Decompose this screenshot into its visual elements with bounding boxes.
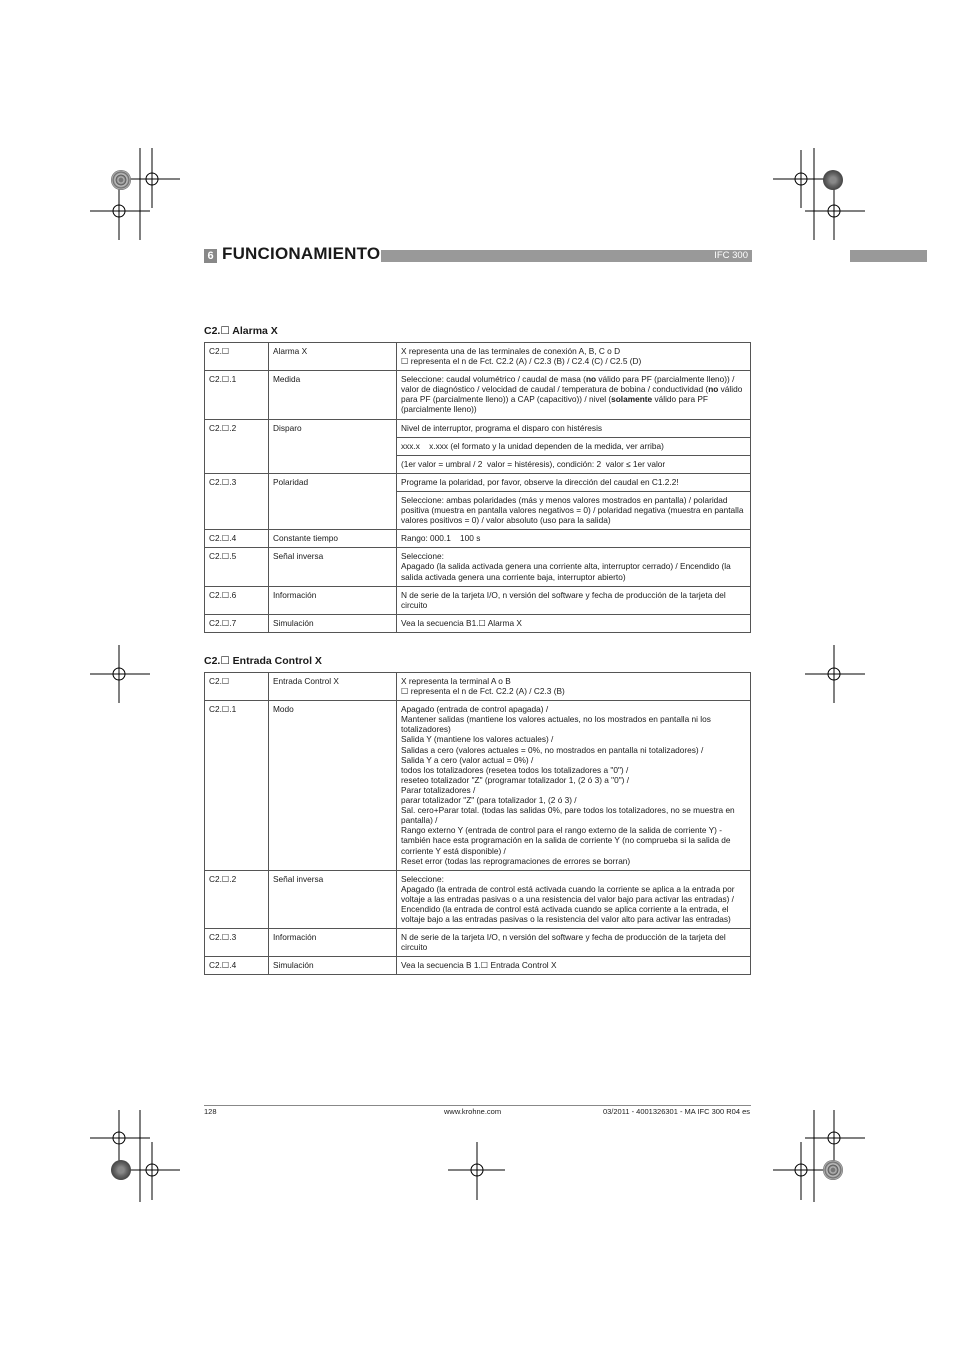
section-title-entrada-control: C2.☐ Entrada Control X bbox=[204, 655, 322, 667]
desc-cell: Rango: 000.1 100 s bbox=[397, 530, 751, 548]
entrada-control-table bbox=[204, 672, 751, 975]
name-cell: Información bbox=[269, 929, 397, 957]
gray-disc-icon bbox=[823, 170, 843, 190]
desc-cell: (1er valor = umbral / 2 valor = histéresis), condición: 2 valor ≤ 1er valor bbox=[397, 455, 751, 473]
table-row bbox=[205, 957, 751, 975]
table-row bbox=[205, 548, 751, 586]
chapter-number: 6 bbox=[204, 249, 217, 263]
desc-cell: Nivel de interruptor, programa el disparo con histéresis bbox=[397, 419, 751, 437]
name-cell: Entrada Control X bbox=[269, 673, 397, 701]
desc-cell: N de serie de la tarjeta I/O, n versión del software y fecha de producción de la tarjeta del circuito bbox=[397, 586, 751, 614]
desc-cell: Seleccione: Apagado (la salida activada genera una corriente alta, interruptor cerrado) / Encendido (la salida activada genera una corriente baja, interruptor abierto) bbox=[397, 548, 751, 586]
code-cell: C2.☐.1 bbox=[205, 701, 269, 871]
code-cell: C2.☐.3 bbox=[205, 473, 269, 529]
name-cell: Señal inversa bbox=[269, 870, 397, 928]
chapter-title: FUNCIONAMIENTO bbox=[222, 244, 381, 263]
table-row bbox=[205, 419, 751, 437]
footer-rule bbox=[204, 1105, 751, 1106]
name-cell: Disparo bbox=[269, 419, 397, 473]
table-row bbox=[205, 530, 751, 548]
desc-cell: Seleccione: caudal volumétrico / caudal de masa (no válido para PF (parcialmente lleno)) / valor de diagnóstico / velocidad de caudal / temperatura de bobina / conductividad (no válido para PF (parcialmente lleno)) a CAP (capacitivo)) / nivel (solamente válido para PF (parcialmente lleno)) bbox=[397, 371, 751, 419]
desc-cell: Apagado (entrada de control apagada) / Mantener salidas (mantiene los valores actuales, no los mostrados en pantalla ni los totalizadores) Salida Y (mantiene los valores actuales) / Salidas a cero (valores actuales = 0%, no mostrados en pantalla ni totalizadores) / Salida Y a cero (valor actual = 0%) / todos los totalizadores (resetea todos los totalizadores a "0") / reseteo totalizador "Z" (programar totalizador 1, (2 ó 3) a "0") / Parar totalizadores / parar totalizador "Z" (para totalizador 1, (2 ó 3) / Sal. cero+Parar total. (todas las salidas 0%, pare todos los totalizadores, no se muestra en pantalla) / Rango externo Y (entrada de control para el rango externo de la salida de corriente Y) - también hace esta programación en la salida de corriente Y (no comprueba si la salida de corriente Y está disponible) / Reset error (todas las reprogramaciones de errores se borran) bbox=[397, 701, 751, 871]
name-cell: Simulación bbox=[269, 614, 397, 632]
section-title-alarma: C2.☐ Alarma X bbox=[204, 325, 278, 337]
code-cell: C2.☐.5 bbox=[205, 548, 269, 586]
name-cell: Modo bbox=[269, 701, 397, 871]
desc-cell: N de serie de la tarjeta I/O, n versión del software y fecha de producción de la tarjeta del circuito bbox=[397, 929, 751, 957]
table-row bbox=[205, 343, 751, 371]
table-row bbox=[205, 473, 751, 491]
desc-cell: xxx.x x.xxx (el formato y la unidad dependen de la medida, ver arriba) bbox=[397, 437, 751, 455]
table-row bbox=[205, 586, 751, 614]
name-cell: Señal inversa bbox=[269, 548, 397, 586]
name-cell: Polaridad bbox=[269, 473, 397, 529]
desc-cell: Seleccione: Apagado (la entrada de control está activada cuando la corriente se aplica a la entrada por voltaje a las entradas pasivas o a una resistencia del valor bajo para activar las entradas) / Encendido (la entrada de control está activada cuando se aplica corriente a la entrada, el voltaje bajo a las entradas pasivas o la resistencia del valor alto para activar las entradas) bbox=[397, 870, 751, 928]
code-cell: C2.☐.3 bbox=[205, 929, 269, 957]
desc-cell: Seleccione: ambas polaridades (más y menos valores mostrados en pantalla) / polaridad positiva (muestra en pantalla valores negativos = 0) / polaridad negativa (muestra en pantalla valores positivos = 0) / valor absoluto (uso para la salida) bbox=[397, 491, 751, 529]
table-row bbox=[205, 701, 751, 871]
code-cell: C2.☐.2 bbox=[205, 419, 269, 473]
color-wheel-icon bbox=[111, 170, 131, 190]
footer-docref: 03/2011 - 4001326301 - MA IFC 300 R04 es bbox=[602, 1107, 750, 1116]
desc-cell: X representa una de las terminales de conexión A, B, C o D ☐ representa el n de Fct. C2.2 (A) / C2.3 (B) / C2.4 (C) / C2.5 (D) bbox=[397, 343, 751, 371]
gray-disc-icon bbox=[111, 1160, 131, 1180]
desc-cell: Vea la secuencia B1.☐ Alarma X bbox=[397, 614, 751, 632]
code-cell: C2.☐.1 bbox=[205, 371, 269, 419]
name-cell: Medida bbox=[269, 371, 397, 419]
code-cell: C2.☐.4 bbox=[205, 957, 269, 975]
table-row bbox=[205, 673, 751, 701]
code-cell: C2.☐.6 bbox=[205, 586, 269, 614]
table-row bbox=[205, 371, 751, 419]
header-bar bbox=[381, 250, 752, 262]
alarma-table bbox=[204, 342, 751, 633]
color-wheel-icon bbox=[823, 1160, 843, 1180]
product-name: IFC 300 bbox=[714, 250, 748, 261]
code-cell: C2.☐.2 bbox=[205, 870, 269, 928]
name-cell: Información bbox=[269, 586, 397, 614]
desc-cell: X representa la terminal A o B ☐ representa el n de Fct. C2.2 (A) / C2.3 (B) bbox=[397, 673, 751, 701]
code-cell: C2.☐ bbox=[205, 673, 269, 701]
code-cell: C2.☐ bbox=[205, 343, 269, 371]
page-number: 128 bbox=[204, 1107, 217, 1116]
name-cell: Alarma X bbox=[269, 343, 397, 371]
header-bar-right bbox=[850, 250, 927, 262]
name-cell: Simulación bbox=[269, 957, 397, 975]
desc-cell: Programe la polaridad, por favor, observe la dirección del caudal en C1.2.2! bbox=[397, 473, 751, 491]
desc-cell: Vea la secuencia B 1.☐ Entrada Control X bbox=[397, 957, 751, 975]
code-cell: C2.☐.7 bbox=[205, 614, 269, 632]
code-cell: C2.☐.4 bbox=[205, 530, 269, 548]
table-row bbox=[205, 929, 751, 957]
table-row bbox=[205, 870, 751, 928]
footer-url: www.krohne.com bbox=[444, 1107, 502, 1116]
name-cell: Constante tiempo bbox=[269, 530, 397, 548]
table-row bbox=[205, 614, 751, 632]
